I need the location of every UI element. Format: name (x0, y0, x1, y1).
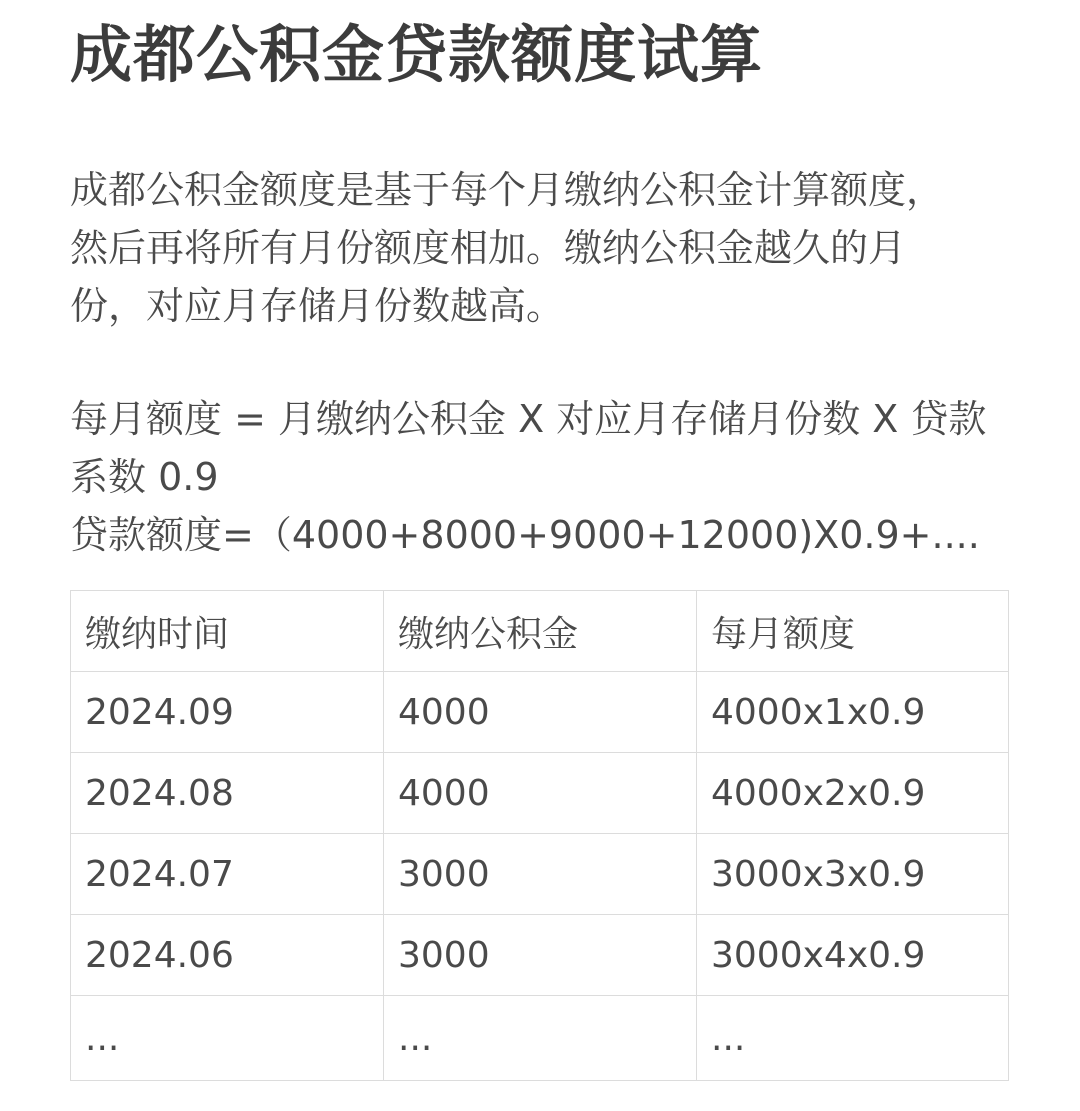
table-cell-amount: 3000 (384, 834, 697, 915)
table-cell-quota: 3000x4x0.9 (697, 915, 1009, 996)
column-header-payment-amount: 缴纳公积金 (384, 591, 697, 672)
table-header-row (71, 591, 1009, 672)
table-cell-time: 2024.09 (71, 672, 384, 753)
column-header-monthly-quota: 每月额度 (697, 591, 1009, 672)
intro-line: 成都公积金额度是基于每个月缴纳公积金计算额度， (70, 168, 945, 212)
intro-line: 然后再将所有月份额度相加。缴纳公积金越久的月 (70, 226, 907, 270)
table-row (71, 834, 1009, 915)
table-cell-amount: 4000 (384, 753, 697, 834)
table-cell-quota: 3000x3x0.9 (697, 834, 1009, 915)
table-cell-amount: 4000 (384, 672, 697, 753)
formula-block (70, 390, 990, 564)
table-cell-quota: 4000x1x0.9 (697, 672, 1009, 753)
table-cell-time: 2024.07 (71, 834, 384, 915)
page-title: 成都公积金贷款额度试算 (70, 18, 764, 91)
table-row (71, 753, 1009, 834)
table-cell-amount: 3000 (384, 915, 697, 996)
table-row (71, 672, 1009, 753)
table-cell-time: ... (71, 996, 384, 1081)
intro-paragraph (70, 161, 970, 335)
table-cell-time: 2024.08 (71, 753, 384, 834)
table-row (71, 915, 1009, 996)
quota-table (70, 590, 1009, 1081)
formula-line: 系数 0.9 (70, 455, 219, 499)
table-cell-quota: 4000x2x0.9 (697, 753, 1009, 834)
formula-line: 贷款额度=（4000+8000+9000+12000)X0.9+.... (70, 513, 980, 557)
formula-line: 每月额度 = 月缴纳公积金 X 对应月存储月份数 X 贷款 (70, 397, 987, 441)
column-header-payment-time: 缴纳时间 (71, 591, 384, 672)
table-cell-time: 2024.06 (71, 915, 384, 996)
table-row (71, 996, 1009, 1081)
intro-line: 份，对应月存储月份数越高。 (70, 284, 565, 328)
table-cell-amount: ... (384, 996, 697, 1081)
table-cell-quota: ... (697, 996, 1009, 1081)
